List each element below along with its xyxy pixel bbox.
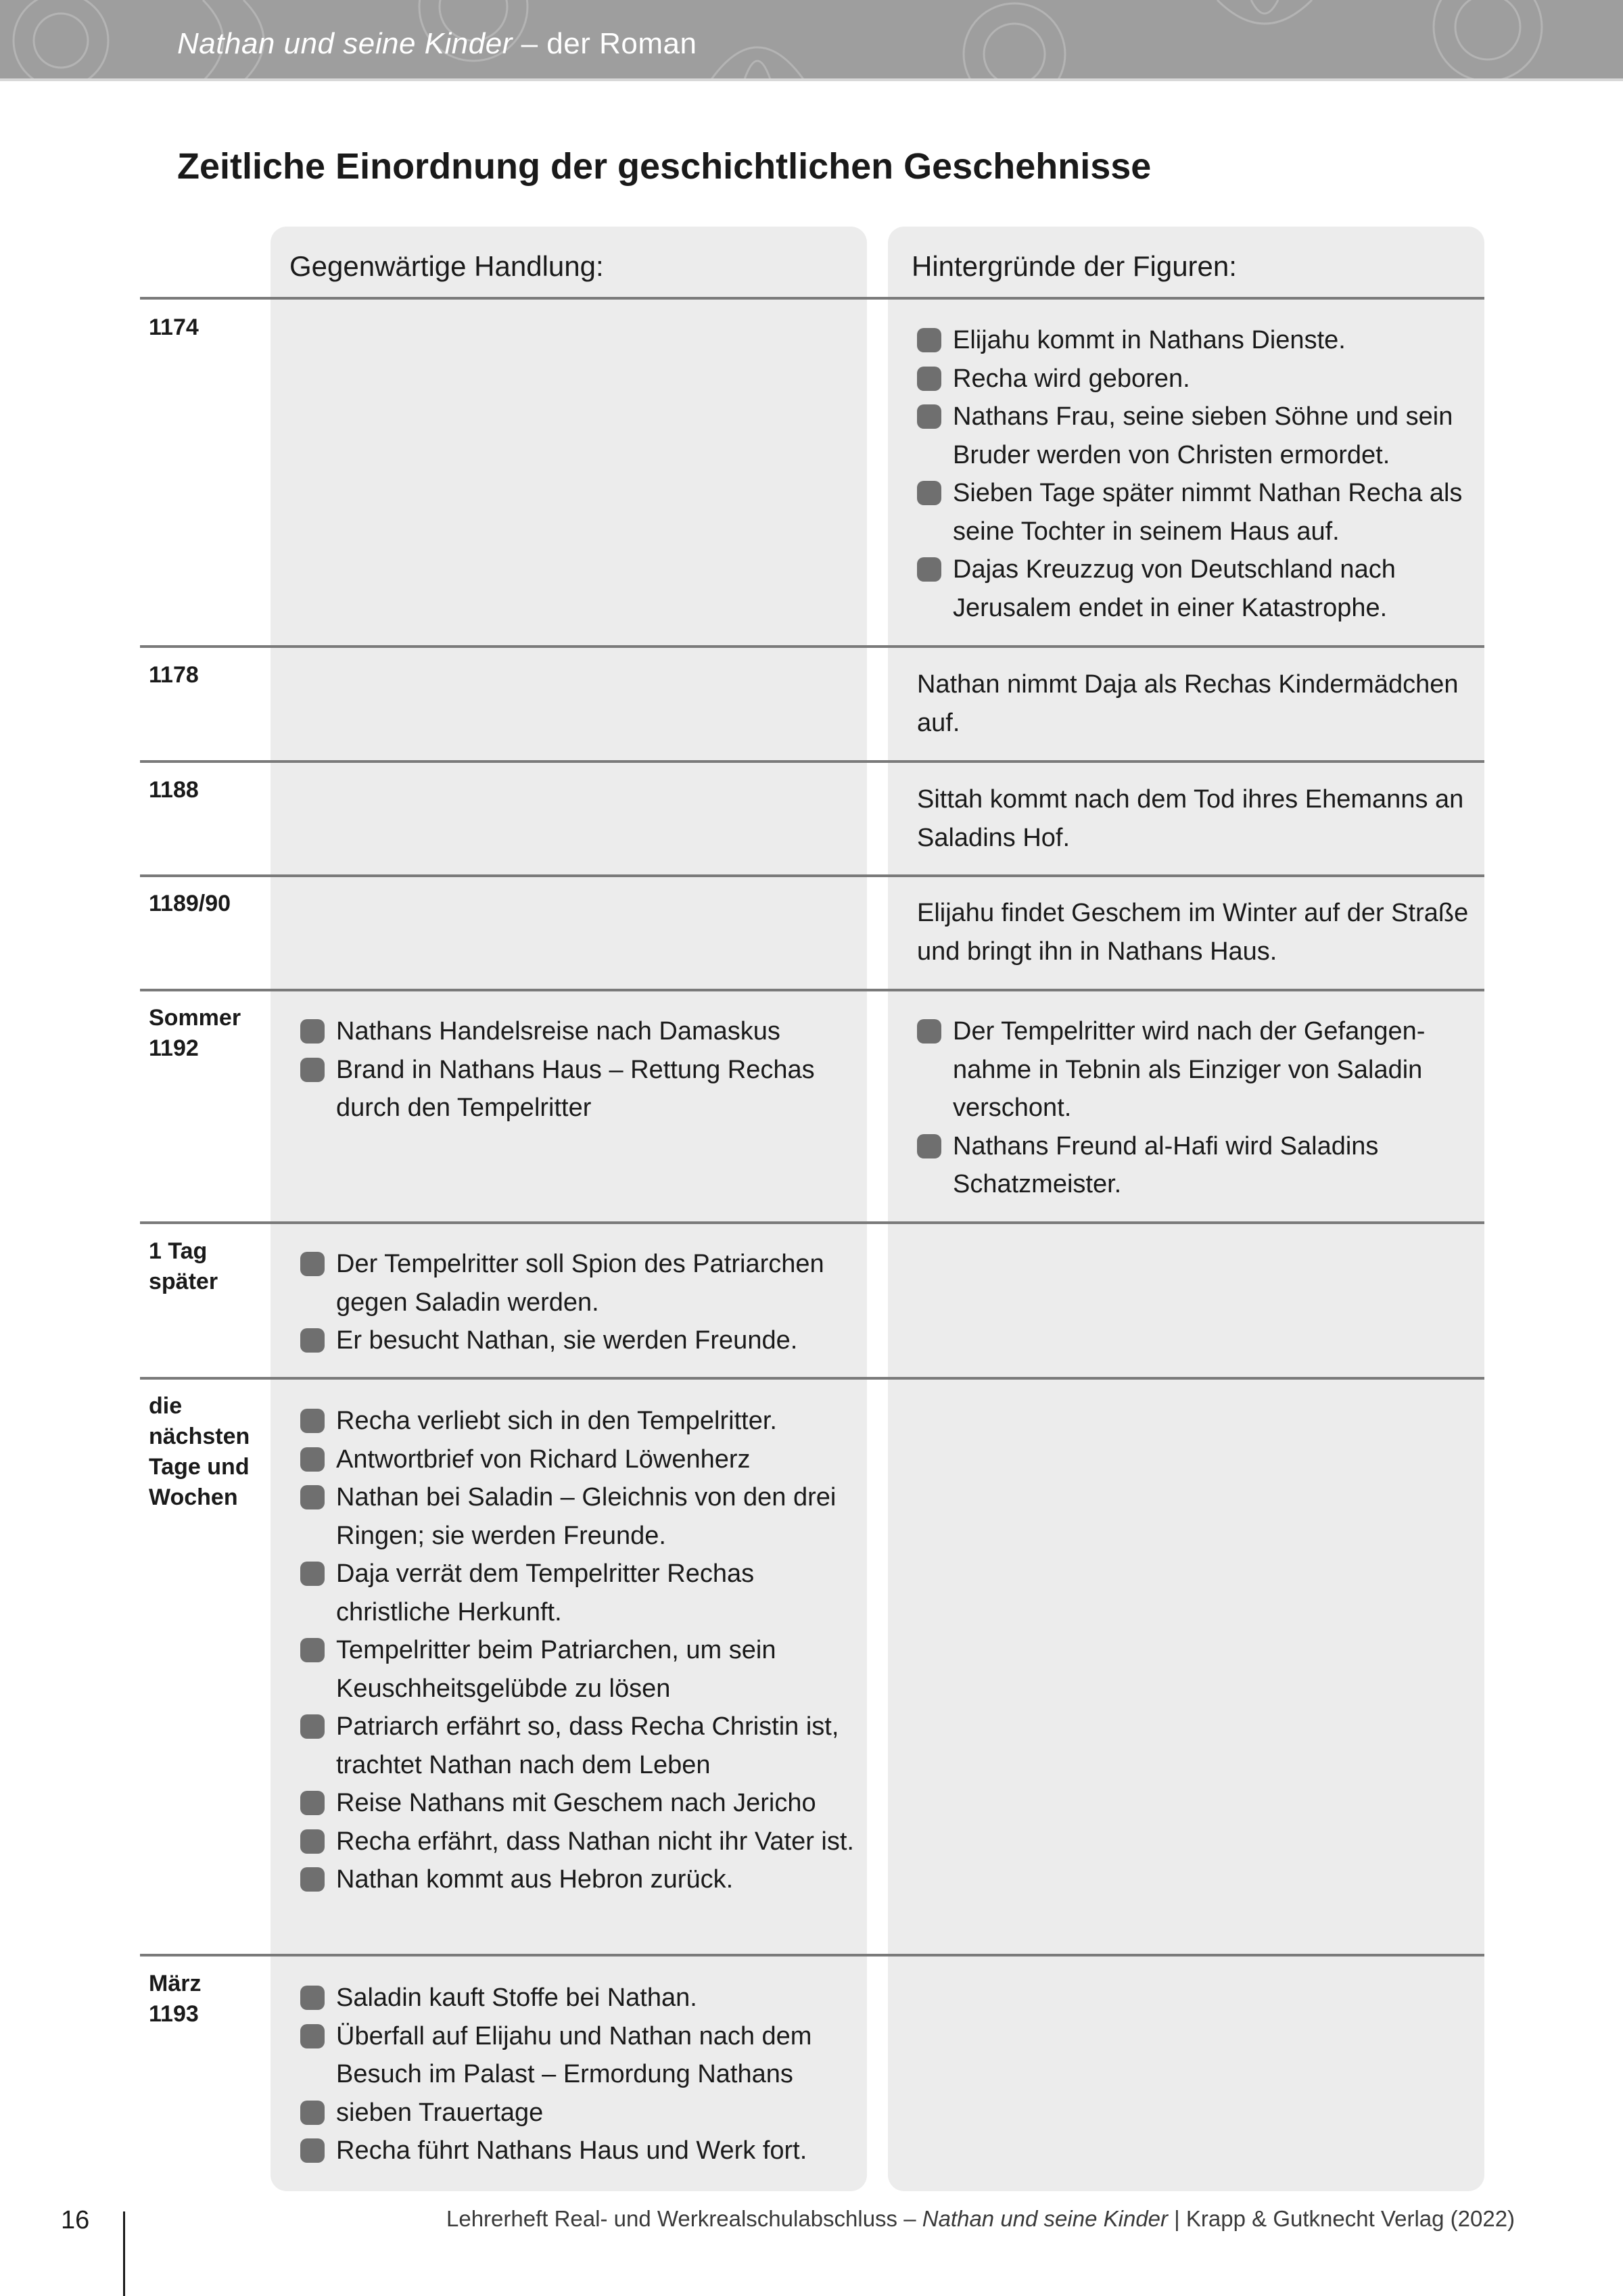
row-rule — [140, 645, 1484, 648]
list-item: Recha erfährt, dass Nathan nicht ihr Vater ist. — [300, 1823, 855, 1861]
row-date: Sommer 1192 — [149, 1005, 241, 1061]
column-header-right: Hintergründe der Figuren: — [912, 250, 1237, 282]
row-right-text: Sittah kommt nach dem Tod ihres Ehemanns an Saladins Hof. — [917, 785, 1464, 852]
list-item: Recha führt Nathans Haus und Werk fort. — [300, 2132, 855, 2170]
page-title: Zeitliche Einordnung der geschichtlichen Geschehnisse — [177, 146, 1152, 187]
list-item: Tempelritter beim Patriarchen, um sein Keuschheitsgelübde zu lösen — [300, 1631, 855, 1708]
header-title-rest: – der Roman — [512, 27, 697, 60]
row-left-list — [300, 1979, 855, 2170]
header-band — [0, 0, 1623, 81]
row-rule — [140, 874, 1484, 877]
row-rule — [140, 1954, 1484, 1957]
row-date: 1178 — [149, 662, 199, 688]
row-rule — [140, 989, 1484, 991]
list-item: Recha verliebt sich in den Tempelritter. — [300, 1402, 855, 1440]
page-number: 16 — [61, 2206, 90, 2234]
footer-text-italic: Nathan und seine Kinder — [922, 2206, 1169, 2231]
row-left-list — [300, 1402, 855, 1899]
row-left-list — [300, 1012, 855, 1127]
footer-divider — [123, 2211, 125, 2296]
row-rule — [140, 1221, 1484, 1224]
row-date: März 1193 — [149, 1971, 202, 2027]
list-item: Nathan bei Saladin – Gleichnis von den drei Ringen; sie werden Freunde. — [300, 1478, 855, 1555]
list-item: Recha wird geboren. — [917, 360, 1478, 398]
list-item: Sieben Tage später nimmt Nathan Recha als seine Tochter in seinem Haus auf. — [917, 474, 1478, 550]
list-item: Nathans Handelsreise nach Damaskus — [300, 1012, 855, 1051]
row-right-text: Elijahu findet Geschem im Winter auf der Straße und bringt ihn in Nathans Haus. — [917, 899, 1469, 966]
row-right-text: Nathan nimmt Daja als Rechas Kindermädchen auf. — [917, 670, 1459, 737]
row-date: 1 Tag später — [149, 1238, 218, 1294]
list-item: Der Tempelritter soll Spion des Patriarchen gegen Saladin werden. — [300, 1245, 855, 1321]
list-item: Dajas Kreuzzug von Deutschland nach Jerusalem endet in einer Katastrophe. — [917, 550, 1478, 627]
footer-text-start: Lehrerheft Real- und Werkrealschulabschluss – — [446, 2206, 922, 2231]
list-item: Brand in Nathans Haus – Rettung Rechas durch den Tempelritter — [300, 1051, 855, 1127]
list-item: Überfall auf Elijahu und Nathan nach dem Besuch im Palast – Ermordung Nathans — [300, 2017, 855, 2094]
footer-text-end: | Krapp & Gutknecht Verlag (2022) — [1168, 2206, 1515, 2231]
header-title-italic: Nathan und seine Kinder — [177, 27, 513, 60]
list-item: Nathans Frau, seine sieben Söhne und sein Bruder werden von Christen ermordet. — [917, 398, 1478, 474]
header-title — [177, 27, 697, 61]
row-rule — [140, 1377, 1484, 1380]
row-date: 1189/90 — [149, 891, 231, 916]
list-item: Daja verrät dem Tempelritter Rechas christliche Herkunft. — [300, 1555, 855, 1631]
footer-text — [446, 2206, 1515, 2232]
list-item: Elijahu kommt in Nathans Dienste. — [917, 321, 1478, 360]
row-date: 1174 — [149, 314, 199, 340]
row-rule — [140, 297, 1484, 300]
row-right-list — [917, 321, 1478, 627]
list-item: Reise Nathans mit Geschem nach Jericho — [300, 1784, 855, 1823]
row-date: die nächsten Tage und Wochen — [149, 1393, 250, 1510]
list-item: Er besucht Nathan, sie werden Freunde. — [300, 1321, 855, 1360]
list-item: Nathan kommt aus Hebron zurück. — [300, 1860, 855, 1899]
row-rule — [140, 760, 1484, 763]
row-left-list — [300, 1245, 855, 1360]
list-item: sieben Trauertage — [300, 2094, 855, 2132]
list-item: Patriarch erfährt so, dass Recha Christin ist, trachtet Nathan nach dem Leben — [300, 1708, 855, 1784]
list-item: Saladin kauft Stoffe bei Nathan. — [300, 1979, 855, 2017]
row-date: 1188 — [149, 777, 199, 803]
column-header-left: Gegenwärtige Handlung: — [289, 250, 604, 282]
row-right-list — [917, 1012, 1478, 1204]
list-item: Antwortbrief von Richard Löwenherz — [300, 1440, 855, 1479]
list-item: Der Tempelritter wird nach der Gefangen-nahme in Tebnin als Einziger von Saladin verschont. — [917, 1012, 1478, 1127]
list-item: Nathans Freund al-Hafi wird Saladins Schatzmeister. — [917, 1127, 1478, 1204]
